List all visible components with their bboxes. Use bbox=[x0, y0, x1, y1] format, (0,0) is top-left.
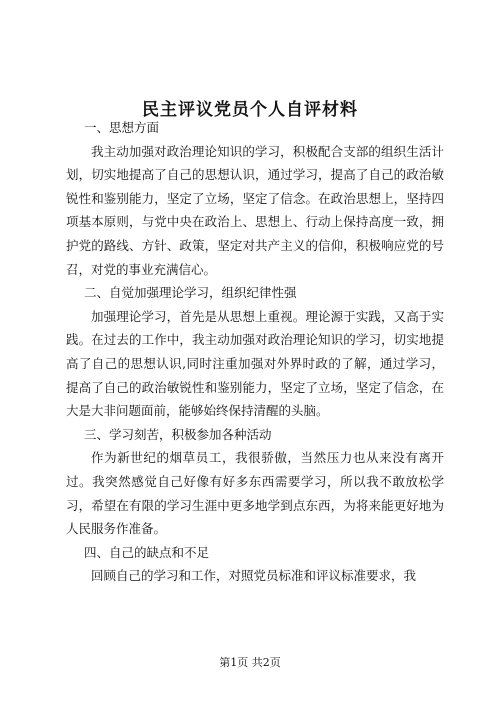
document-body bbox=[66, 116, 444, 588]
section-heading: 二、自觉加强理论学习，组织纪律性强 bbox=[84, 285, 297, 301]
document-title: 民主评议党员个人自评材料 bbox=[142, 100, 358, 120]
section-paragraph: 我主动加强对政治理论知识的学习，积极配合支部的组织生活计划，切实地提高了自己的思想认识，通过学习，提高了自己的政治敏锐性和鉴别能力，坚定了立场，坚定了信念。在政治思想上，坚持四项基本原则，与党中央在政治上、思想上、行动上保持高度一致，拥护党的路线、方针、政策，坚定对共产主义的信仰，积极响应党的号召，对党的事业充满信心。 bbox=[66, 143, 444, 277]
page-number-footer: 第1页 共2页 bbox=[219, 656, 281, 669]
section-heading: 四、自己的缺点和不足 bbox=[84, 544, 210, 560]
section-paragraph: 回顾自己的学习和工作，对照党员标准和评议标准要求，我 bbox=[91, 568, 417, 584]
section-paragraph: 加强理论学习，首先是从思想上重视。理论源于实践，又高于实践。在过去的工作中，我主动加强对政治理论知识的学习，切实地提高了自己的思想认识,同时注重加强对外界时政的了解，通过学习，提高了自己的政治敏锐性和鉴别能力，坚定了立场，坚定了信念，在大是大非问题面前，能够始终保持清醒的头脑。 bbox=[66, 308, 444, 419]
section-heading: 一、思想方面 bbox=[84, 120, 160, 135]
section-heading: 三、学习刻苦，积极参加各种活动 bbox=[84, 426, 272, 442]
section-paragraph: 作为新世纪的烟草员工，我很骄傲，当然压力也从来没有离开过。我突然感觉自己好像有好多东西需要学习，所以我不敢放松学习，希望在有限的学习生涯中更多地学到点东西，为将来能更好地为人民服务作准备。 bbox=[66, 450, 444, 537]
